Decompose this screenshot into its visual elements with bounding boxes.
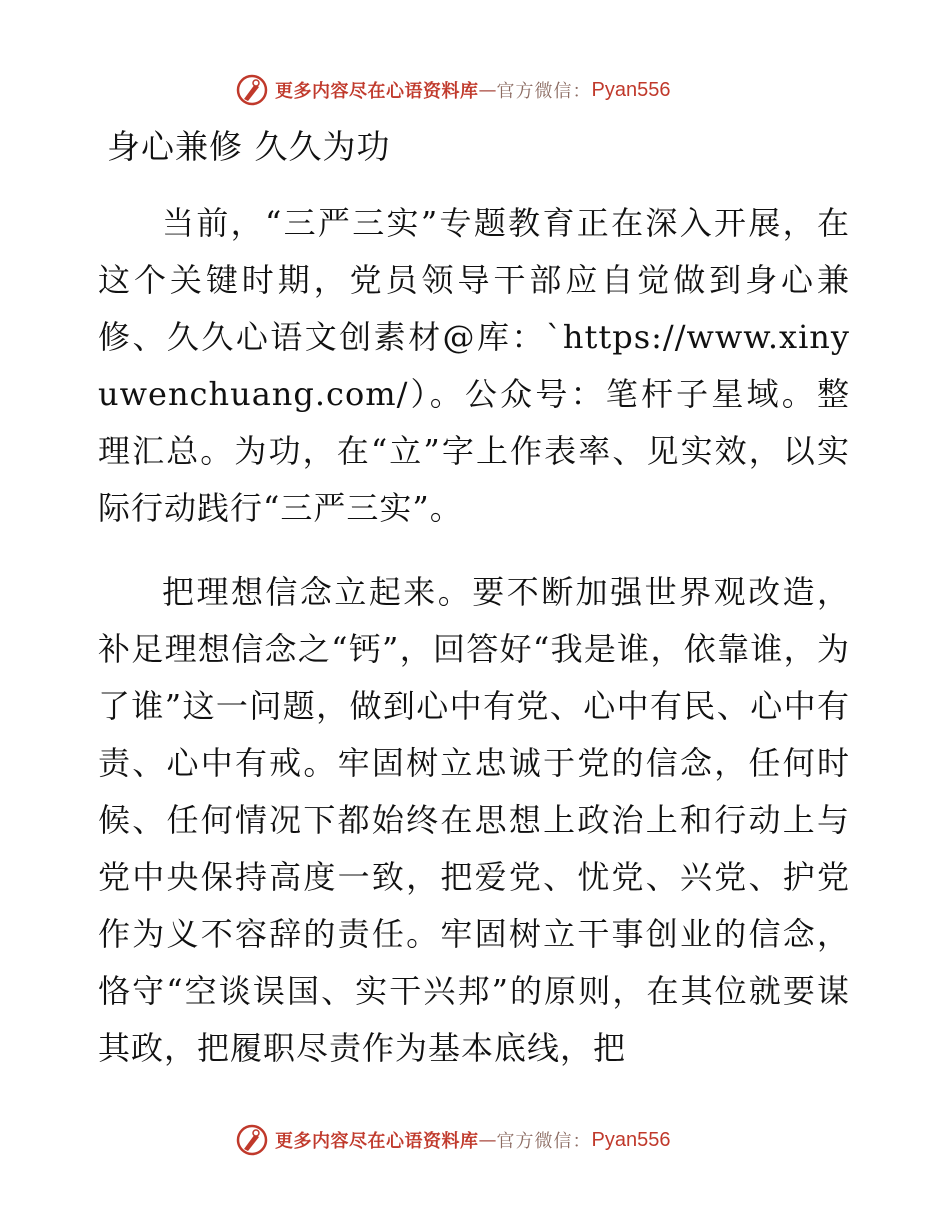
watermark-account: Pyan556 [591, 1128, 671, 1151]
watermark-label: 官方微信： [496, 1131, 592, 1152]
pen-nib-circle-icon [235, 1123, 269, 1157]
pen-nib-circle-icon [235, 73, 269, 107]
document-body [98, 195, 850, 1104]
footer-watermark [235, 1122, 670, 1158]
watermark-main-text: 更多内容尽在心语资料库 [275, 1131, 479, 1152]
watermark-label: 官方微信： [496, 81, 592, 102]
watermark-main-text: 更多内容尽在心语资料库 [275, 81, 479, 102]
header-watermark [235, 72, 670, 108]
document-title: 身心兼修 久久为功 [107, 127, 391, 166]
watermark-account: Pyan556 [591, 78, 671, 101]
watermark-dash: — [478, 1129, 497, 1151]
paragraph: 当前，“三严三实”专题教育正在深入开展，在这个关键时期，党员领导干部应自觉做到身心兼修、久久心语文创素材@库：`https://www.xinyuwenchuang.com/）。公众号：笔杆子星域。整理汇总。为功，在“立”字上作表率、见实效，以实际行动践行“三严三实”。 [98, 204, 850, 527]
watermark-dash: — [478, 79, 497, 101]
paragraph: 把理想信念立起来。要不断加强世界观改造，补足理想信念之“钙”，回答好“我是谁，依靠谁，为了谁”这一问题，做到心中有党、心中有民、心中有责、心中有戒。牢固树立忠诚于党的信念，任何时候、任何情况下都始终在思想上政治上和行动上与党中央保持高度一致，把爱党、忧党、兴党、护党作为义不容辞的责任。牢固树立干事创业的信念，恪守“空谈误国、实干兴邦”的原则，在其位就要谋其政，把履职尽责作为基本底线，把 [98, 573, 850, 1067]
